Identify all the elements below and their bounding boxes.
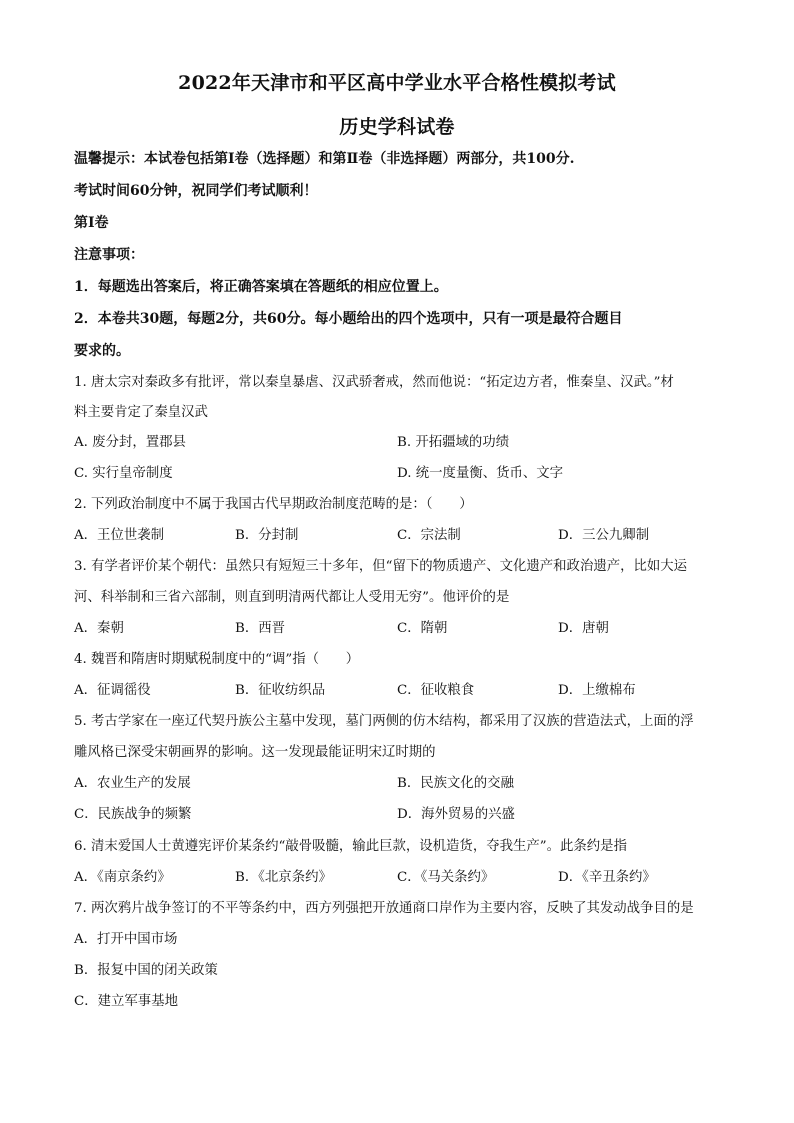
question-3-option-d: D．唐朝	[558, 621, 609, 636]
question-3-option-b: B．西晋	[235, 621, 286, 636]
question-5-option-a: A．农业生产的发展	[74, 776, 191, 791]
question-4-option-c: C．征收粮食	[397, 683, 475, 698]
note-2-line-2: 要求的。	[74, 343, 130, 359]
question-7-option-a: A．打开中国市场	[74, 932, 178, 947]
question-3-option-c: C．隋朝	[397, 621, 448, 636]
question-6-option-b: B．《北京条约》	[235, 870, 332, 885]
question-5-line-1: 5. 考古学家在一座辽代契丹族公主墓中发现，墓门两侧的仿木结构，都采用了汉族的营造法式，上面的浮	[74, 714, 694, 729]
question-4-option-a: A．征调徭役	[74, 683, 151, 698]
note-2-line-1: 2．本卷共30题，每题2分，共60分。每小题给出的四个选项中，只有一项是最符合题目	[74, 311, 623, 327]
question-7-line-1: 7. 两次鸦片战争签订的不平等条约中，西方列强把开放通商口岸作为主要内容，反映了其发动战争目的是	[74, 901, 694, 916]
part-label: 第Ⅰ卷	[74, 215, 109, 231]
question-6-option-c: C．《马关条约》	[397, 870, 495, 885]
question-7-option-c: C．建立军事基地	[74, 994, 178, 1009]
question-4-option-d: D．上缴棉布	[558, 683, 636, 698]
question-1-option-a: A. 废分封，置郡县	[74, 435, 186, 450]
exam-title: 2022年天津市和平区高中学业水平合格性模拟考试	[178, 72, 616, 94]
question-1-line-2: 料主要肯定了秦皇汉武	[74, 405, 208, 420]
question-2-option-b: B．分封制	[235, 528, 299, 543]
question-2-option-a: A．王位世袭制	[74, 528, 165, 543]
tip-line-1: 温馨提示：本试卷包括第Ⅰ卷（选择题）和第Ⅱ卷（非选择题）两部分，共100分.	[74, 151, 575, 167]
question-2-option-c: C．宗法制	[397, 528, 461, 543]
question-5-option-c: C．民族战争的频繁	[74, 807, 192, 822]
question-5-option-b: B．民族文化的交融	[397, 776, 514, 791]
question-3-line-1: 3. 有学者评价某个朝代：虽然只有短短三十多年，但“留下的物质遗产、文化遗产和政治遗产，比如大运	[74, 559, 688, 574]
question-5-line-2: 雕风格已深受宋朝画界的影响。这一发现最能证明宋辽时期的	[74, 745, 436, 760]
question-4-line-1: 4. 魏晋和隋唐时期赋税制度中的“调”指（ ）	[74, 652, 360, 667]
question-5-option-d: D．海外贸易的兴盛	[397, 807, 515, 822]
question-1-line-1: 1. 唐太宗对秦政多有批评，常以秦皇暴虐、汉武骄奢戒，然而他说：“拓定边方者，惟秦皇、汉武。”材	[74, 375, 674, 390]
question-1-option-c: C. 实行皇帝制度	[74, 466, 173, 481]
exam-subtitle: 历史学科试卷	[339, 116, 455, 138]
question-1-option-b: B. 开拓疆域的功绩	[397, 435, 510, 450]
question-6-option-a: A．《南京条约》	[74, 870, 171, 885]
tip-line-2: 考试时间60分钟，祝同学们考试顺利！	[74, 183, 318, 199]
question-4-option-b: B．征收纺织品	[235, 683, 326, 698]
question-3-option-a: A．秦朝	[74, 621, 124, 636]
question-1-option-d: D. 统一度量衡、货币、文字	[397, 466, 564, 481]
note-1: 1．每题选出答案后，将正确答案填在答题纸的相应位置上。	[74, 279, 448, 295]
question-6-line-1: 6. 清末爱国人士黄遵宪评价某条约“敲骨吸髓，输此巨款，设机造货，夺我生产”。此条约是指	[74, 839, 627, 854]
question-7-option-b: B．报复中国的闭关政策	[74, 963, 218, 978]
question-6-option-d: D．《辛丑条约》	[558, 870, 656, 885]
notes-label: 注意事项：	[74, 247, 144, 263]
question-2-option-d: D．三公九卿制	[558, 528, 650, 543]
question-2-line-1: 2. 下列政治制度中不属于我国古代早期政治制度范畴的是：（ ）	[74, 497, 473, 512]
question-3-line-2: 河、科举制和三省六部制，则直到明清两代都让人受用无穷”。他评价的是	[74, 590, 510, 605]
